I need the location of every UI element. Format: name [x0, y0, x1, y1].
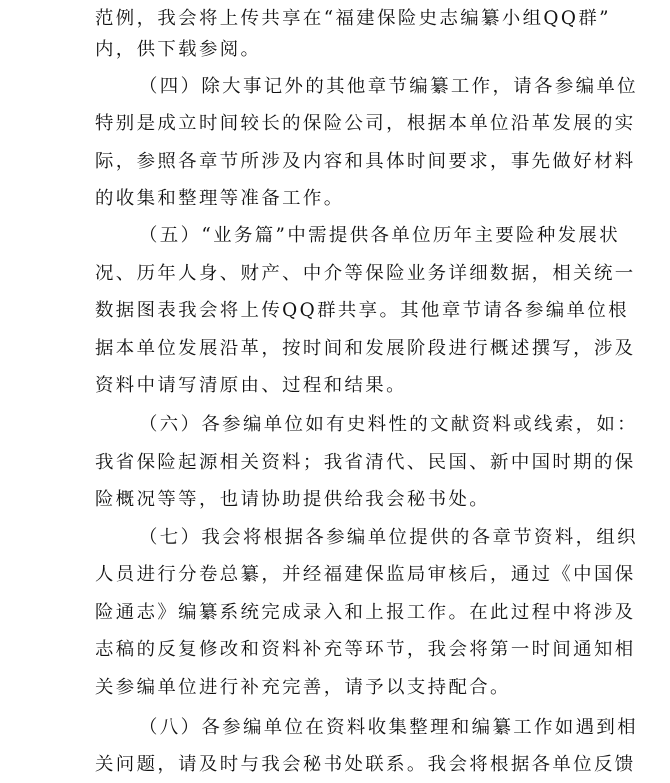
text-line: 际，参照各章节所涉及内容和具体时间要求，事先做好材料: [95, 151, 636, 172]
text-line: 险通志》编纂系统完成录入和上报工作。在此过程中将涉及: [95, 602, 636, 623]
text-line: 的收集和整理等准备工作。: [95, 188, 345, 209]
text-line: 资料中请写清原由、过程和结果。: [95, 375, 407, 396]
text-line: 人员进行分卷总纂，并经福建保监局审核后，通过《中国保: [95, 564, 636, 585]
text-line: 据本单位发展沿革，按时间和发展阶段进行概述撰写，涉及: [95, 338, 636, 359]
paragraph-7-heading-line: （七）我会将根据各参编单位提供的各章节资料，组织: [139, 527, 638, 548]
text-line: 特别是成立时间较长的保险公司，根据本单位沿革发展的实: [95, 113, 636, 134]
text-line: 数据图表我会将上传QQ群共享。其他章节请各参编单位根: [95, 300, 629, 321]
text-line: 关参编单位进行补充完善，请予以支持配合。: [95, 677, 511, 698]
paragraph-8-heading-line: （八）各参编单位在资料收集整理和编纂工作如遇到相: [139, 717, 638, 738]
paragraph-4-heading-line: （四）除大事记外的其他章节编纂工作，请各参编单位: [139, 76, 638, 97]
text-line: 关问题，请及时与我会秘书处联系。我会将根据各单位反馈: [95, 754, 636, 775]
text-line: 志稿的反复修改和资料补充等环节，我会将第一时间通知相: [95, 639, 636, 660]
paragraph-6-heading-line: （六）各参编单位如有史料性的文献资料或线索，如：: [139, 414, 638, 435]
text-line: 我省保险起源相关资料；我省清代、民国、新中国时期的保: [95, 452, 636, 473]
text-line: 况、历年人身、财产、中介等保险业务详细数据，相关统一: [95, 263, 636, 284]
text-line: 内，供下载参阅。: [95, 39, 262, 60]
text-line: 险概况等等，也请协助提供给我会秘书处。: [95, 489, 491, 510]
paragraph-5-heading-line: （五）“业务篇”中需提供各单位历年主要险种发展状: [139, 225, 620, 246]
text-line: 范例，我会将上传共享在“福建保险史志编纂小组QQ群”: [95, 8, 611, 29]
